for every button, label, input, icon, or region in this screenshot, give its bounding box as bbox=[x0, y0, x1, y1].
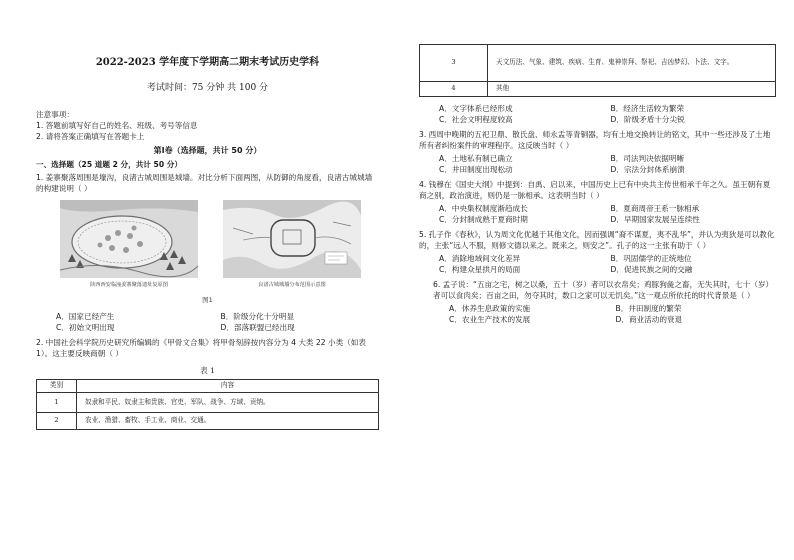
table-cell-category: 1 bbox=[37, 393, 77, 413]
option-c: C．构建众星拱月的局面 bbox=[439, 265, 521, 274]
question-6-stem: 6. 孟子说：“五亩之宅，树之以桑，五十（岁）者可以衣帛矣；鸡豚狗彘之畜，无失其时，七十（岁）者可以食肉矣；百亩之田，勿夺其时，数口之家可以无饥矣。”这一观点所依托的时代背景是（ ） bbox=[433, 280, 774, 300]
option-c: C．农业生产技术的发展 bbox=[449, 315, 531, 324]
section-heading: 第Ⅰ卷（选择题，共计 50 分） bbox=[153, 145, 262, 155]
table-row bbox=[37, 413, 379, 430]
table-cell-content: 农业、渔猎、畜牧、手工业、商业、交通。 bbox=[77, 413, 379, 430]
table-header-category: 类别 bbox=[37, 380, 77, 393]
notice-item: 1. 答题前填写好自己的姓名、班级、考号等信息 bbox=[36, 120, 198, 130]
table-cell-category: 3 bbox=[420, 45, 488, 82]
jiangzhai-reconstruction-image bbox=[60, 200, 198, 278]
option-d: D．阶级矛盾十分尖锐 bbox=[610, 115, 685, 124]
option-d: D．早期国家发展呈连续性 bbox=[610, 215, 700, 224]
question-1-options bbox=[36, 311, 379, 333]
table-row bbox=[420, 82, 776, 97]
table-cell-category: 2 bbox=[37, 413, 77, 430]
option-a: A．休养生息政策的实施 bbox=[449, 304, 531, 313]
option-b: B．阶级分化十分明显 bbox=[220, 312, 295, 322]
option-c: C．社会文明程度较高 bbox=[439, 115, 513, 124]
part-heading: 一、选择题（25 道题 2 分，共计 50 分） bbox=[36, 160, 182, 170]
figure-right-caption: 良渚古城城墙分布范围示意图 bbox=[258, 282, 326, 289]
question-5-options bbox=[419, 253, 776, 275]
exam-subtitle: 考试时间：75 分钟 共 100 分 bbox=[146, 82, 269, 93]
question-4-stem: 4. 钱穆在《国史大纲》中提到：自禹、启以来，中国历史上已有中央共主传世相承千年之久。虽王朝有夏商之别，政治演进，则仍是一脉相承。这表明当时（ ） bbox=[419, 180, 771, 200]
table-caption: 表 1 bbox=[200, 366, 215, 376]
oracle-bone-table-part1 bbox=[36, 379, 379, 430]
option-a: A．中央集权制度渐趋成长 bbox=[439, 204, 528, 213]
option-b: B．经济生活较为繁荣 bbox=[610, 104, 685, 113]
table-cell-content: 天文历法、气象、建筑、疾病、生育、鬼神崇拜、祭祀、吉凶梦幻、卜法、文字。 bbox=[488, 45, 776, 82]
question-6-options bbox=[419, 303, 776, 325]
table-cell-content: 其他 bbox=[488, 82, 776, 97]
figure-left-caption: 陕西西安临潼姜寨聚落遗址复原图 bbox=[90, 282, 168, 289]
option-d: D．商业活动的衰退 bbox=[615, 315, 683, 324]
question-1-stem: 1. 姜寨聚落周围是壕沟，良渚古城周围是城墙。对比分析下面两图，从防御的角度看，良渚古城城墙的构建说明（ ） bbox=[36, 173, 373, 194]
option-a: A．国家已经产生 bbox=[56, 312, 115, 322]
table-header-content: 内容 bbox=[77, 380, 379, 393]
option-b: B．井田制度的繁荣 bbox=[615, 304, 682, 313]
exam-title: 2022-2023 学年度下学期高二期末考试历史学科 bbox=[95, 57, 320, 68]
option-b: B．夏商周帝王系一脉相承 bbox=[610, 204, 700, 213]
right-column bbox=[397, 0, 794, 329]
option-d: D．宗法分封体系崩溃 bbox=[610, 165, 685, 174]
option-a: A．土地私有制已确立 bbox=[439, 154, 513, 163]
notice-heading: 注意事项： bbox=[36, 109, 74, 119]
question-3-options bbox=[419, 153, 776, 175]
option-c: C．初始文明出现 bbox=[56, 323, 115, 333]
table-row bbox=[37, 393, 379, 413]
table-row bbox=[420, 45, 776, 82]
option-a: A．文字体系已经形成 bbox=[439, 104, 513, 113]
option-a: A．消除地域间文化差异 bbox=[439, 254, 521, 263]
liangzhu-map-image bbox=[223, 200, 361, 278]
question-5-stem: 5. 孔子作《春秋》，认为周文化优越于其他文化，因而强调“裔不谋夏，夷不乱华”，并认为夷狄是可以教化的，主张“远人不服，则修文德以来之。既来之，则安之”。孔子的这一主张有助于（ ） bbox=[419, 230, 775, 250]
option-d: D．部落联盟已经出现 bbox=[220, 323, 295, 333]
option-d: D．促进民族之间的交融 bbox=[610, 265, 693, 274]
question-2-options bbox=[419, 103, 776, 125]
jiangzhai-figure bbox=[60, 200, 198, 290]
question-2-stem: 2. 中国社会科学院历史研究所编辑的《甲骨文合集》将甲骨刻辞按内容分为 4 大类 22 小类（如表 1）。这主要反映商朝（ ） bbox=[36, 338, 366, 359]
notice-item: 2. 请将答案正确填写在答题卡上 bbox=[36, 131, 145, 141]
figure-1-images bbox=[36, 200, 379, 290]
question-4-options bbox=[419, 203, 776, 225]
table-cell-content: 奴隶和平民、奴隶主和贵族、官吏、军队、战争、方域、贡纳。 bbox=[77, 393, 379, 413]
option-c: C．分封制成熟于夏商时期 bbox=[439, 215, 528, 224]
left-column bbox=[0, 0, 397, 430]
table-cell-category: 4 bbox=[420, 82, 488, 97]
liangzhu-figure bbox=[223, 200, 361, 290]
option-c: C．井田制度出现松动 bbox=[439, 165, 513, 174]
question-3-stem: 3. 西周中晚期的五祀卫鼎、散氏盘、师永盂等青铜器，均有土地交换转让的铭文，其中一些还涉及了土地所有者纠纷案件的审理程序。这反映当时（ ） bbox=[419, 130, 771, 150]
option-b: B．巩固儒学的正统地位 bbox=[610, 254, 692, 263]
figure-number: 图1 bbox=[202, 295, 213, 304]
option-b: B．司法判决依据明晰 bbox=[610, 154, 685, 163]
oracle-bone-table-part2 bbox=[419, 44, 776, 97]
